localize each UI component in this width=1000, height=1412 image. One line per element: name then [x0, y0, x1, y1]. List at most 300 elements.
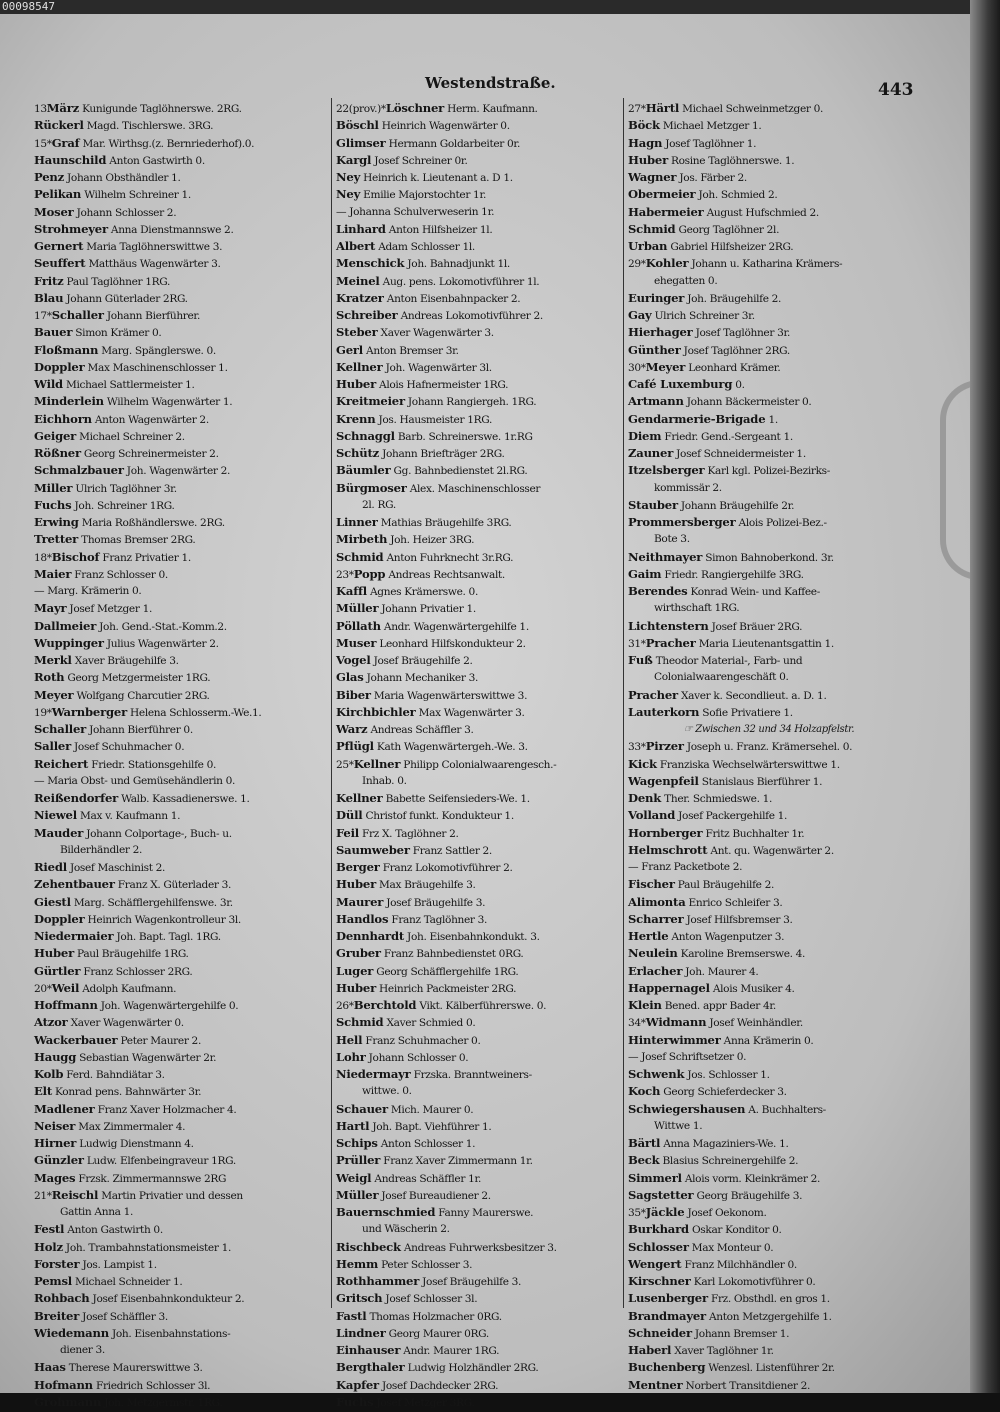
entry-details: Inhab. 0.: [362, 774, 407, 787]
entry-details: Alois Musiker 4.: [712, 982, 795, 995]
entry-details: Kunigunde Taglöhnerswe. 2RG.: [82, 103, 242, 115]
resident-surname: Hornberger: [628, 825, 703, 840]
directory-entry: [628, 1204, 910, 1221]
resident-surname: Maurer: [336, 894, 384, 909]
directory-entry: [34, 1359, 326, 1376]
directory-entry: [34, 825, 326, 842]
resident-surname: Erlacher: [628, 963, 683, 978]
resident-surname: Mentner: [628, 1377, 683, 1392]
directory-entry: [34, 531, 326, 548]
resident-surname: Linner: [336, 515, 378, 529]
directory-entry: [628, 825, 910, 842]
entry-details: Franz Lokomotivführer 2.: [382, 862, 513, 874]
entry-details: Leonhard Hilfskondukteur 2.: [379, 637, 526, 650]
resident-surname: Schaller: [51, 308, 104, 322]
directory-entry: [336, 135, 620, 152]
resident-surname: Schwenk: [628, 1067, 685, 1081]
directory-entry: [336, 169, 620, 186]
resident-surname: Hierhager: [628, 325, 693, 340]
entry-details: Karl kgl. Polizei-Bezirks-: [707, 465, 830, 478]
directory-entry: [628, 687, 910, 704]
entry-details: Thomas Bremser 2RG.: [81, 534, 196, 547]
directory-entry: [34, 273, 326, 290]
directory-entry: [628, 1325, 910, 1342]
entry-details: Frz X. Taglöhner 2.: [362, 827, 459, 840]
entry-details: Sebastian Wagenwärter 2r.: [79, 1051, 217, 1064]
resident-surname: Böck: [628, 118, 660, 133]
entry-details: Johann Bremser 1.: [694, 1327, 790, 1340]
directory-entry: [34, 117, 326, 134]
resident-surname: Kellner: [336, 791, 383, 805]
directory-entry: [34, 790, 326, 807]
entry-details: Josef Schuhmacher 0.: [74, 741, 185, 754]
column-1: [34, 100, 326, 1409]
entry-details: Joh. Bapt. Viehführer 1.: [372, 1120, 492, 1133]
directory-entry: [628, 1273, 910, 1290]
resident-surname: Zauner: [628, 446, 674, 460]
resident-surname: Biber: [336, 687, 371, 702]
resident-surname: Wengert: [628, 1256, 682, 1271]
resident-surname: Berger: [336, 860, 380, 874]
resident-surname: Weil: [51, 980, 80, 995]
entry-details: Karl Lokomotivführer 0.: [693, 1276, 816, 1288]
directory-entry: [34, 911, 326, 928]
resident-surname: Breiter: [34, 1308, 80, 1323]
entry-details: Anton Metzgergehilfe 1.: [709, 1310, 832, 1323]
resident-surname: Moser: [34, 204, 74, 219]
directory-entry: [336, 1101, 620, 1118]
entry-details: Max Wagenwärter 3.: [418, 706, 525, 719]
resident-surname: Artmann: [628, 394, 684, 409]
entry-details: Anton Gastwirth 0.: [109, 154, 205, 167]
resident-surname: Fastl: [336, 1308, 367, 1323]
entry-details: Mich. Maurer 0.: [390, 1103, 474, 1116]
directory-entry: [34, 1083, 326, 1100]
directory-entry: [34, 393, 326, 410]
resident-surname: Fuchs: [34, 497, 72, 512]
directory-entry: [628, 1101, 910, 1118]
directory-entry: [336, 445, 620, 462]
directory-entry: [34, 1290, 326, 1307]
directory-entry: [336, 1204, 620, 1221]
entry-details: Josef Taglöhner 2RG.: [683, 344, 790, 357]
resident-surname: Bärtl: [628, 1136, 661, 1150]
directory-entry: [628, 842, 910, 859]
directory-entry: [336, 790, 620, 807]
resident-surname: Haunschild: [34, 152, 107, 167]
directory-entry: [628, 428, 910, 445]
entry-details: Joh. Gend.-Stat.-Komm.2.: [99, 620, 227, 633]
directory-entry: [34, 1273, 326, 1290]
directory-entry: [34, 1342, 326, 1359]
resident-surname: Reißendorfer: [34, 791, 119, 805]
resident-surname: Prüller: [336, 1153, 381, 1168]
entry-details: Wilhelm Schreiner 1.: [84, 189, 191, 202]
resident-surname: Berendes: [628, 584, 688, 598]
entry-details: Joh. Trambahnstationsmeister 1.: [65, 1241, 231, 1254]
directory-entry: [336, 669, 620, 686]
entry-details: Fritz Buchhalter 1r.: [705, 827, 805, 840]
entry-details: Babette Seifensieders-We. 1.: [385, 793, 530, 805]
directory-entry: [628, 462, 910, 479]
resident-surname: Schreiber: [336, 308, 398, 322]
resident-surname: Muser: [336, 635, 377, 650]
resident-surname: Hertle: [628, 929, 669, 943]
entry-details: Walb. Kassadienerswe. 1.: [121, 793, 250, 805]
resident-surname: Meyer: [645, 359, 686, 374]
resident-surname: Fuß: [628, 653, 653, 667]
entry-details: Ludw. Elfenbeingraveur 1RG.: [86, 1155, 236, 1168]
directory-entry: [34, 221, 326, 238]
directory-entry: [34, 307, 326, 324]
directory-entry: [34, 1204, 326, 1221]
entry-details: Max v. Kaufmann 1.: [79, 810, 181, 823]
house-number: 34*: [628, 1017, 646, 1030]
entry-details: Heinrich Packmeister 2RG.: [379, 982, 517, 995]
resident-surname: Bauer: [34, 325, 73, 340]
directory-entry: [336, 566, 620, 583]
resident-surname: Obermeier: [628, 187, 696, 202]
resident-surname: Handlos: [336, 911, 389, 926]
directory-entry: [336, 635, 620, 652]
entry-details: und Wäscherin 2.: [362, 1223, 450, 1236]
directory-entry: [628, 1066, 910, 1083]
resident-surname: Kolb: [34, 1067, 64, 1081]
resident-surname: Meinel: [336, 273, 380, 288]
entry-details: Bened. appr Bader 4r.: [664, 1000, 776, 1012]
directory-entry: [34, 773, 326, 790]
resident-surname: Dennhardt: [336, 929, 405, 943]
entry-details: Heinrich Wagenkontrolleur 3l.: [87, 913, 241, 926]
entry-details: Vikt. Kälberführerswe. 0.: [419, 1000, 547, 1012]
resident-surname: Kapfer: [336, 1377, 379, 1392]
resident-surname: Pracher: [628, 687, 678, 702]
directory-entry: [34, 135, 326, 152]
directory-entry: [628, 600, 910, 617]
entry-details: Josef Bräugehilfe 2.: [373, 655, 473, 667]
directory-entry: [628, 1359, 910, 1376]
entry-details: Joh. Schreiner 1RG.: [74, 499, 175, 512]
resident-surname: Huber: [628, 152, 668, 167]
entry-details: — Franz Packetbote 2.: [628, 861, 743, 873]
entry-details: Joh. Wagenwärter 2.: [126, 465, 230, 478]
directory-entry: [336, 1152, 620, 1169]
resident-surname: Riedl: [34, 860, 67, 874]
resident-surname: Blau: [34, 290, 64, 305]
resident-surname: Rohbach: [34, 1291, 90, 1306]
directory-entry: [336, 290, 620, 307]
resident-surname: Maier: [34, 566, 72, 581]
resident-surname: Schwiegershausen: [628, 1101, 746, 1116]
directory-entry: [336, 859, 620, 876]
directory-entry: [336, 1290, 620, 1307]
directory-entry: [34, 635, 326, 652]
house-number: 22(prov.)*: [336, 103, 386, 115]
entry-details: Peter Schlosser 3.: [381, 1258, 473, 1271]
resident-surname: Haas: [34, 1360, 66, 1375]
entry-details: Joh. Maurer 4.: [685, 965, 759, 978]
directory-entry: [628, 376, 910, 393]
directory-entry: [336, 428, 620, 445]
entry-details: — Johanna Schulverweserin 1r.: [336, 205, 495, 218]
entry-details: Rosine Taglöhnerswe. 1.: [671, 154, 795, 167]
entry-details: Andr. Maurer 1RG.: [403, 1345, 500, 1357]
directory-entry: [336, 876, 620, 893]
resident-surname: Gürtler: [34, 963, 81, 978]
directory-entry: [34, 980, 326, 997]
resident-surname: Helmschrott: [628, 842, 708, 857]
entry-details: Friedr. Gend.-Sergeant 1.: [664, 430, 793, 443]
directory-entry: [628, 566, 910, 583]
entry-details: Joh. Eisenbahnstations-: [111, 1327, 231, 1340]
column-rule: [623, 98, 624, 1308]
directory-entry: [628, 738, 910, 755]
entry-details: Anton Gastwirth 0.: [67, 1224, 163, 1237]
entry-details: Johann Mechaniker 3.: [366, 672, 478, 685]
directory-entry: [34, 687, 326, 704]
directory-entry: [628, 876, 910, 893]
directory-entry: [628, 1014, 910, 1031]
directory-entry: [628, 480, 910, 497]
resident-surname: Wiedemann: [34, 1325, 109, 1340]
directory-entry: [628, 583, 910, 600]
directory-entry: [336, 1066, 620, 1083]
resident-surname: Haberl: [628, 1343, 672, 1357]
resident-surname: Merkl: [34, 653, 72, 667]
directory-entry: [336, 1049, 620, 1066]
entry-details: Georg Metzgermeister 1RG.: [67, 672, 211, 685]
entry-details: Joh. Bahnadjunkt 1l.: [407, 258, 510, 271]
directory-entry: [336, 1308, 620, 1325]
entry-details: Ferd. Bahndiätar 3.: [66, 1069, 165, 1081]
entry-details: Max Bräugehilfe 3.: [379, 879, 476, 892]
resident-surname: Niedermayr: [336, 1067, 411, 1081]
entry-details: Joh. Heizer 3RG.: [390, 534, 475, 547]
resident-surname: Berchtold: [353, 998, 417, 1012]
directory-entry: [336, 531, 620, 548]
directory-entry: [336, 1256, 620, 1273]
resident-surname: Gendarmerie-Brigade: [628, 411, 766, 426]
entry-details: Leonhard Krämer.: [688, 361, 781, 374]
resident-surname: Saumweber: [336, 842, 410, 857]
directory-entry: [336, 324, 620, 341]
entry-details: Bote 3.: [654, 533, 690, 546]
resident-surname: Hinterwimmer: [628, 1032, 721, 1047]
directory-entry: [336, 704, 620, 721]
directory-entry: [34, 1394, 326, 1411]
entry-details: Oskar Konditor 0.: [691, 1224, 782, 1237]
directory-entry: [34, 1014, 326, 1031]
resident-surname: Gernert: [34, 239, 84, 253]
entry-details: August Hufschmied 2.: [706, 206, 819, 219]
directory-entry: [336, 100, 620, 117]
resident-surname: Wackerbauer: [34, 1032, 118, 1047]
entry-details: Franz Bahnbedienstet 0RG.: [383, 948, 524, 961]
directory-entry: [336, 480, 620, 497]
resident-surname: Urban: [628, 239, 668, 253]
directory-entry: [34, 514, 326, 531]
entry-details: Heinrich Wagenwärter 0.: [381, 120, 510, 133]
directory-entry: [336, 238, 620, 255]
directory-entry: [34, 894, 326, 911]
resident-surname: Schips: [336, 1136, 378, 1150]
resident-surname: Schmid: [336, 549, 384, 564]
directory-entry: [34, 618, 326, 635]
directory-entry: [34, 411, 326, 428]
directory-entry: [628, 342, 910, 359]
directory-entry: [628, 1290, 910, 1307]
resident-surname: März: [46, 101, 80, 115]
directory-entry: [336, 1135, 620, 1152]
resident-surname: Weigl: [336, 1170, 372, 1185]
house-number: 33*: [628, 741, 646, 754]
entry-details: Alois Hafnermeister 1RG.: [379, 379, 509, 391]
resident-surname: Miller: [34, 480, 73, 495]
entry-details: Franz Sattler 2.: [412, 844, 492, 857]
resident-surname: Mages: [34, 1170, 76, 1185]
directory-entry: [34, 376, 326, 393]
entry-details: Ludwig Dienstmann 4.: [79, 1138, 194, 1150]
directory-entry: [628, 911, 910, 928]
entry-details: Magd. Tischlerswe. 3RG.: [86, 120, 214, 133]
directory-entry: [34, 238, 326, 255]
entry-details: Andreas Schäffler 3.: [370, 724, 474, 736]
directory-entry: [336, 963, 620, 980]
directory-entry: [336, 1273, 620, 1290]
entry-details: kommissär 2.: [654, 481, 722, 494]
resident-surname: Kirschner: [628, 1274, 691, 1288]
resident-surname: Huber: [336, 377, 376, 391]
directory-entry: [34, 1170, 326, 1187]
entry-details: Josef Schlosser 3l.: [385, 1293, 478, 1306]
column-2: [336, 100, 620, 1409]
entry-details: Johann Briefträger 2RG.: [382, 448, 505, 460]
entry-details: Anton Wagenwärter 2.: [94, 413, 209, 426]
resident-surname: Niedermaier: [34, 929, 114, 943]
directory-entry: [34, 738, 326, 755]
entry-details: Martin Privatier und dessen: [101, 1189, 243, 1202]
resident-surname: Alimonta: [628, 894, 686, 909]
resident-surname: Popp: [353, 566, 386, 581]
entry-details: Colonialwaarengeschäft 0.: [654, 671, 789, 684]
entry-details: Wolfgang Charcutier 2RG.: [76, 689, 210, 702]
resident-surname: Penz: [34, 170, 64, 184]
resident-surname: Seuffert: [34, 256, 86, 271]
resident-surname: Steber: [336, 325, 378, 340]
entry-details: Georg Maurer 0RG.: [388, 1327, 489, 1340]
entry-details: Xaver Wagenwärter 0.: [70, 1017, 184, 1030]
scan-id-stamp: 00098547: [2, 0, 55, 13]
directory-entry: [34, 497, 326, 514]
resident-surname: Wuppinger: [34, 635, 104, 650]
resident-surname: Giestl: [34, 894, 71, 909]
house-number: 26*: [336, 1000, 354, 1012]
entry-details: Jos. Lampist 1.: [82, 1258, 157, 1271]
resident-surname: Lohr: [336, 1049, 366, 1064]
entry-details: Franz Schuhmacher 0.: [365, 1034, 481, 1047]
entry-details: Joseph u. Franz. Krämersehel. 0.: [686, 741, 853, 754]
directory-entry: [336, 600, 620, 617]
resident-surname: Böschl: [336, 118, 379, 133]
resident-surname: Bäumler: [336, 463, 391, 478]
resident-surname: Glimser: [336, 135, 386, 150]
entry-details: Adolph Kaufmann.: [82, 982, 177, 995]
entry-details: Michael Sattlermeister 1.: [65, 379, 195, 391]
entry-details: Maria Taglöhnerswittwe 3.: [86, 241, 223, 253]
entry-details: Mar. Wirthsg.(z. Bernriederhof).0.: [82, 137, 255, 150]
resident-surname: Mirbeth: [336, 532, 388, 547]
resident-surname: Kirchbichler: [336, 704, 416, 719]
entry-details: Agnes Krämerswe. 0.: [370, 586, 478, 598]
directory-entry: [628, 1083, 910, 1100]
resident-surname: Forster: [34, 1256, 80, 1271]
resident-surname: Beck: [628, 1153, 660, 1168]
resident-surname: Atzor: [34, 1015, 68, 1030]
directory-entry: [34, 842, 326, 859]
directory-entry: [34, 652, 326, 669]
directory-entry: [34, 290, 326, 307]
entry-details: Therese Maurerswittwe 3.: [68, 1362, 203, 1375]
directory-entry: [34, 945, 326, 962]
entry-details: Joh. Metzgermstr. 1RG.: [104, 1396, 223, 1409]
directory-entry: [336, 1118, 620, 1135]
resident-surname: Schmid: [336, 1015, 384, 1030]
entry-details: Josef Bräuer 2RG.: [711, 620, 803, 633]
entry-details: Adam Schlosser 1l.: [378, 241, 475, 253]
resident-surname: Schnaggl: [336, 428, 395, 443]
resident-surname: Klein: [628, 998, 662, 1012]
directory-entry: [34, 462, 326, 479]
entry-details: Joh. Eisenbahnkondukt. 3.: [407, 931, 540, 943]
directory-entry: [336, 1377, 620, 1394]
directory-entry: [628, 997, 910, 1014]
resident-surname: Hell: [336, 1032, 363, 1047]
resident-surname: Albert: [336, 239, 376, 253]
directory-entry: [34, 549, 326, 566]
resident-surname: Rothhammer: [336, 1274, 420, 1288]
resident-surname: Feil: [336, 825, 359, 840]
entry-details: Gattin Anna 1.: [60, 1206, 134, 1218]
resident-surname: Brandmayer: [628, 1308, 706, 1323]
resident-surname: Fuchs: [336, 1394, 374, 1409]
directory-entry: [34, 1239, 326, 1256]
entry-details: Johann Güterlader 2RG.: [66, 292, 188, 305]
entry-details: Anna Dienstmannswe 2.: [110, 223, 234, 236]
entry-details: Ulrich Taglöhner 3r.: [75, 482, 177, 495]
entry-details: Josef Schneidermeister 1.: [676, 448, 806, 460]
entry-details: — Josef Schriftsetzer 0.: [628, 1050, 747, 1063]
entry-details: Fanny Maurerswe.: [438, 1207, 534, 1219]
entry-details: Andreas Lokomotivführer 2.: [400, 310, 543, 322]
resident-surname: Kargl: [336, 152, 372, 167]
house-number: 19*: [34, 706, 52, 719]
entry-details: Georg Taglöhner 2l.: [678, 223, 780, 236]
entry-details: Max Maschinenschlosser 1.: [87, 361, 228, 374]
resident-surname: Denk: [628, 791, 662, 805]
entry-details: Herm. Kaufmann.: [447, 103, 538, 115]
entry-details: Konrad Wein- und Kaffee-: [690, 586, 820, 598]
entry-details: Franz X. Güterlader 3.: [117, 879, 232, 892]
directory-entry: [336, 1325, 620, 1342]
entry-details: Friedr. Rangiergehilfe 3RG.: [664, 568, 804, 581]
resident-surname: Floßmann: [34, 342, 99, 357]
entry-details: Barb. Schreinerswe. 1r.RG: [397, 430, 533, 443]
entry-details: Xaver Taglöhner 1r.: [674, 1345, 774, 1357]
resident-surname: Habermeier: [628, 204, 704, 219]
resident-surname: Niewel: [34, 808, 77, 823]
entry-details: Andr. Wagenwärtergehilfe 1.: [383, 620, 529, 633]
entry-details: Xaver Wagenwärter 3.: [380, 327, 494, 340]
